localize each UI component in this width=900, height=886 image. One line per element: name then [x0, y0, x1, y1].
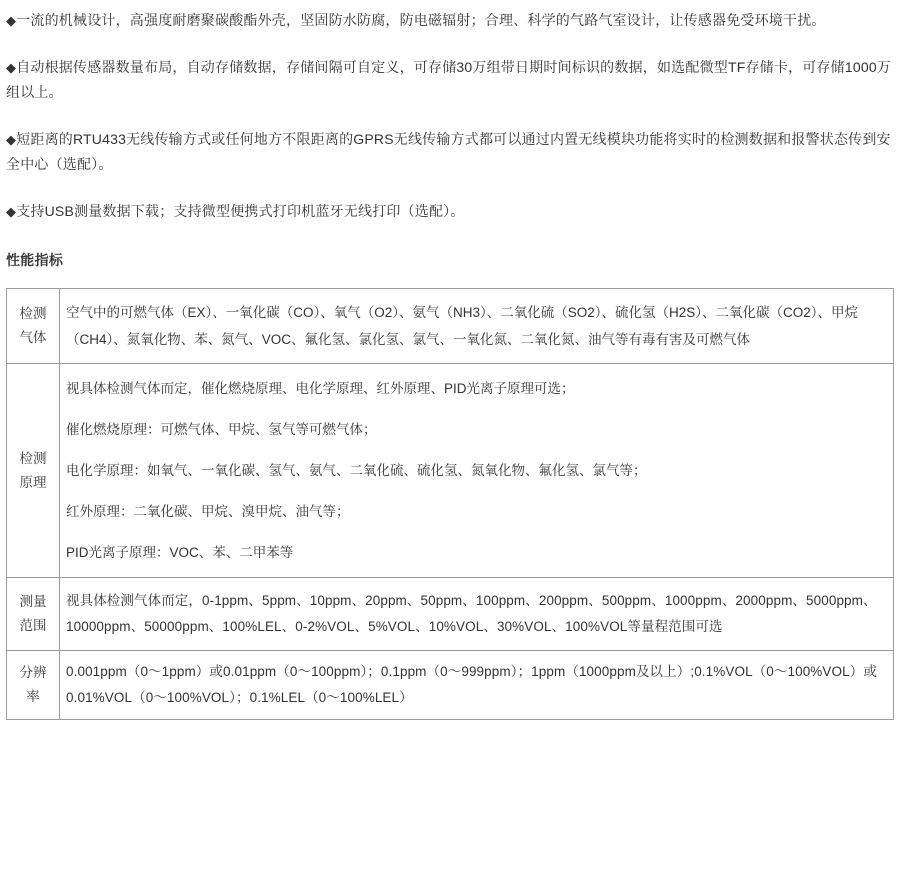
- row-value-detection-principle: [60, 364, 894, 578]
- principle-line-5: PID光离子原理：VOC、苯、二甲苯等: [66, 545, 294, 560]
- row-value-measurement-range: 视具体检测气体而定，0-1ppm、5ppm、10ppm、20ppm、50ppm、100ppm、200ppm、500ppm、1000ppm、2000ppm、5000ppm、10000ppm、50000ppm、100%LEL、0-2%VOL、5%VOL、10%VOL、30%VOL、100%VOL等量程范围可选: [60, 578, 894, 651]
- paragraph-3: [6, 127, 894, 177]
- bullet-icon: ◆: [6, 132, 17, 147]
- specifications-table: [6, 288, 894, 720]
- row-label-resolution: 分辨率: [7, 651, 60, 720]
- row-value-resolution: 0.001ppm（0～1ppm）或0.01ppm（0～100ppm）；0.1ppm（0～999ppm）；1ppm（1000ppm及以上）;0.1%VOL（0～100%VOL）或0.01%VOL（0～100%VOL）；0.1%LEL（0～100%LEL）: [60, 651, 894, 720]
- paragraph-2: [6, 55, 894, 105]
- table-row: [7, 289, 894, 364]
- row-label-detection-gas: 检测气体: [7, 289, 60, 364]
- bullet-icon: ◆: [6, 13, 17, 28]
- row-label-detection-principle: 检测原理: [7, 364, 60, 578]
- paragraph-1: [6, 0, 894, 33]
- paragraph-3-text: 短距离的RTU433无线传输方式或任何地方不限距离的GPRS无线传输方式都可以通过内置无线模块功能将实时的检测数据和报警状态传到安全中心（选配）。: [6, 131, 891, 172]
- principle-line-1: 视具体检测气体而定，催化燃烧原理、电化学原理、红外原理、PID光离子原理可选；: [66, 381, 575, 396]
- table-row: [7, 364, 894, 578]
- section-title-performance: 性能指标: [6, 252, 64, 268]
- principle-line-2: 催化燃烧原理：可燃气体、甲烷、氢气等可燃气体；: [66, 422, 377, 437]
- paragraph-4-text: 支持USB测量数据下载；支持微型便携式打印机蓝牙无线打印（选配）。: [16, 203, 465, 219]
- paragraph-1-text: 一流的机械设计，高强度耐磨聚碳酸酯外壳，坚固防水防腐，防电磁辐射；合理、科学的气路气室设计，让传感器免受环境干扰。: [16, 12, 826, 28]
- bullet-icon: ◆: [6, 204, 17, 219]
- paragraph-4: [6, 199, 894, 224]
- table-row: [7, 578, 894, 651]
- principle-line-3: 电化学原理：如氧气、一氧化碳、氢气、氨气、二氧化硫、硫化氢、氮氧化物、氟化氢、氯气等；: [66, 463, 647, 478]
- bullet-icon: ◆: [6, 60, 17, 75]
- paragraph-2-text: 自动根据传感器数量布局，自动存储数据，存储间隔可自定义，可存储30万组带日期时间标识的数据，如选配微型TF存储卡，可存储1000万组以上。: [6, 59, 892, 100]
- row-label-measurement-range: 测量范围: [7, 578, 60, 651]
- principle-line-4: 红外原理：二氧化碳、甲烷、溴甲烷、油气等；: [66, 504, 350, 519]
- row-value-detection-gas: 空气中的可燃气体（EX）、一氧化碳（CO）、氧气（O2）、氨气（NH3）、二氧化硫（SO2）、硫化氢（H2S）、二氧化碳（CO2）、甲烷（CH4）、氮氧化物、苯、氮气、VOC、氟化氢、氯化氢、氯气、一氧化氮、二氧化氮、油气等有毒有害及可燃气体: [60, 289, 894, 364]
- table-row: [7, 651, 894, 720]
